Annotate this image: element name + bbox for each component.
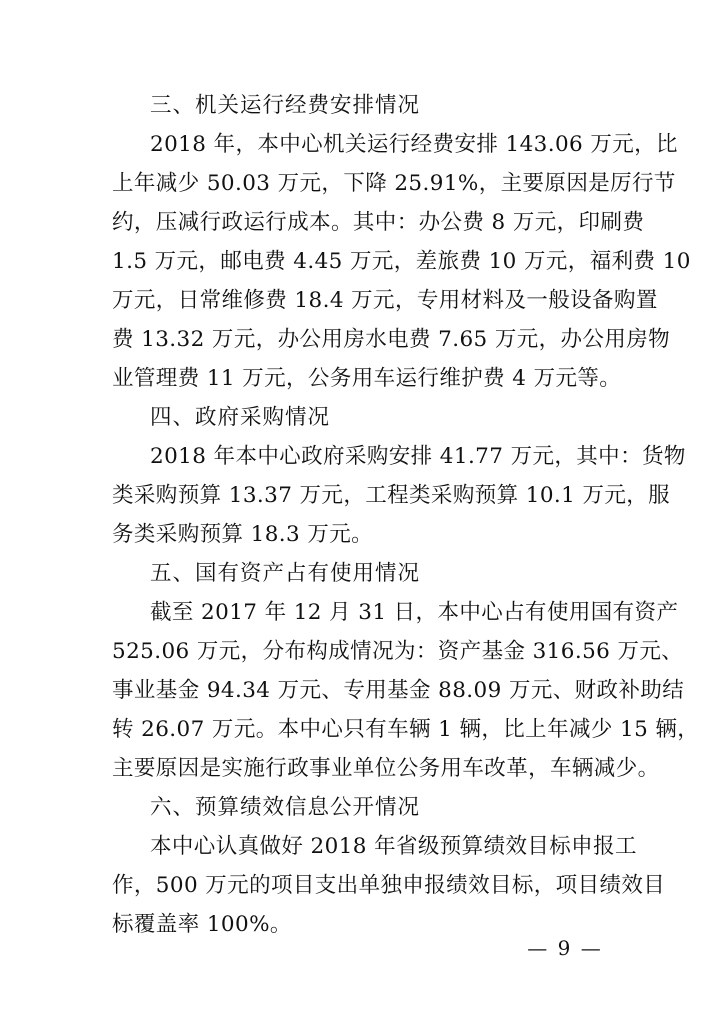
paragraph-line: 类采购预算 13.37 万元，工程类采购预算 10.1 万元，服 (112, 483, 671, 508)
section-heading-government-procurement: 四、政府采购情况 (150, 405, 331, 430)
paragraph-line: 1.5 万元，邮电费 4.45 万元，差旅费 10 万元，福利费 10 (112, 249, 691, 274)
paragraph-line: 事业基金 94.34 万元、专用基金 88.09 万元、财政补助结 (112, 678, 685, 703)
paragraph-line: 本中心认真做好 2018 年省级预算绩效目标申报工 (150, 834, 637, 859)
section-heading-state-assets: 五、国有资产占有使用情况 (150, 561, 421, 586)
paragraph-line: 业管理费 11 万元，公务用车运行维护费 4 万元等。 (112, 366, 622, 391)
paragraph-line: 标覆盖率 100%。 (112, 912, 292, 937)
paragraph-line: 作，500 万元的项目支出单独申报绩效目标，项目绩效目 (112, 873, 666, 898)
paragraph-line: 525.06 万元，分布构成情况为：资产基金 316.56 万元、 (112, 639, 684, 664)
paragraph-line: 主要原因是实施行政事业单位公务用车改革，车辆减少。 (112, 756, 660, 781)
paragraph-line: 万元，日常维修费 18.4 万元，专用材料及一般设备购置 (112, 288, 658, 313)
paragraph-line: 上年减少 50.03 万元，下降 25.91%，主要原因是厉行节 (112, 171, 676, 196)
paragraph-line: 务类采购预算 18.3 万元。 (112, 522, 374, 547)
paragraph-line: 2018 年，本中心机关运行经费安排 143.06 万元，比 (150, 132, 678, 157)
page-number: — 9 — (527, 936, 603, 960)
paragraph-line: 转 26.07 万元。本中心只有车辆 1 辆，比上年减少 15 辆， (112, 717, 700, 742)
paragraph-line: 约，压减行政运行成本。其中：办公费 8 万元，印刷费 (112, 210, 645, 235)
section-heading-operating-expenses: 三、机关运行经费安排情况 (150, 93, 421, 118)
section-heading-performance-info: 六、预算绩效信息公开情况 (150, 795, 421, 820)
paragraph-line: 2018 年本中心政府采购安排 41.77 万元，其中：货物 (150, 444, 686, 469)
paragraph-line: 截至 2017 年 12 月 31 日，本中心占有使用国有资产 (150, 600, 679, 625)
paragraph-line: 费 13.32 万元，办公用房水电费 7.65 万元，办公用房物 (112, 327, 671, 352)
